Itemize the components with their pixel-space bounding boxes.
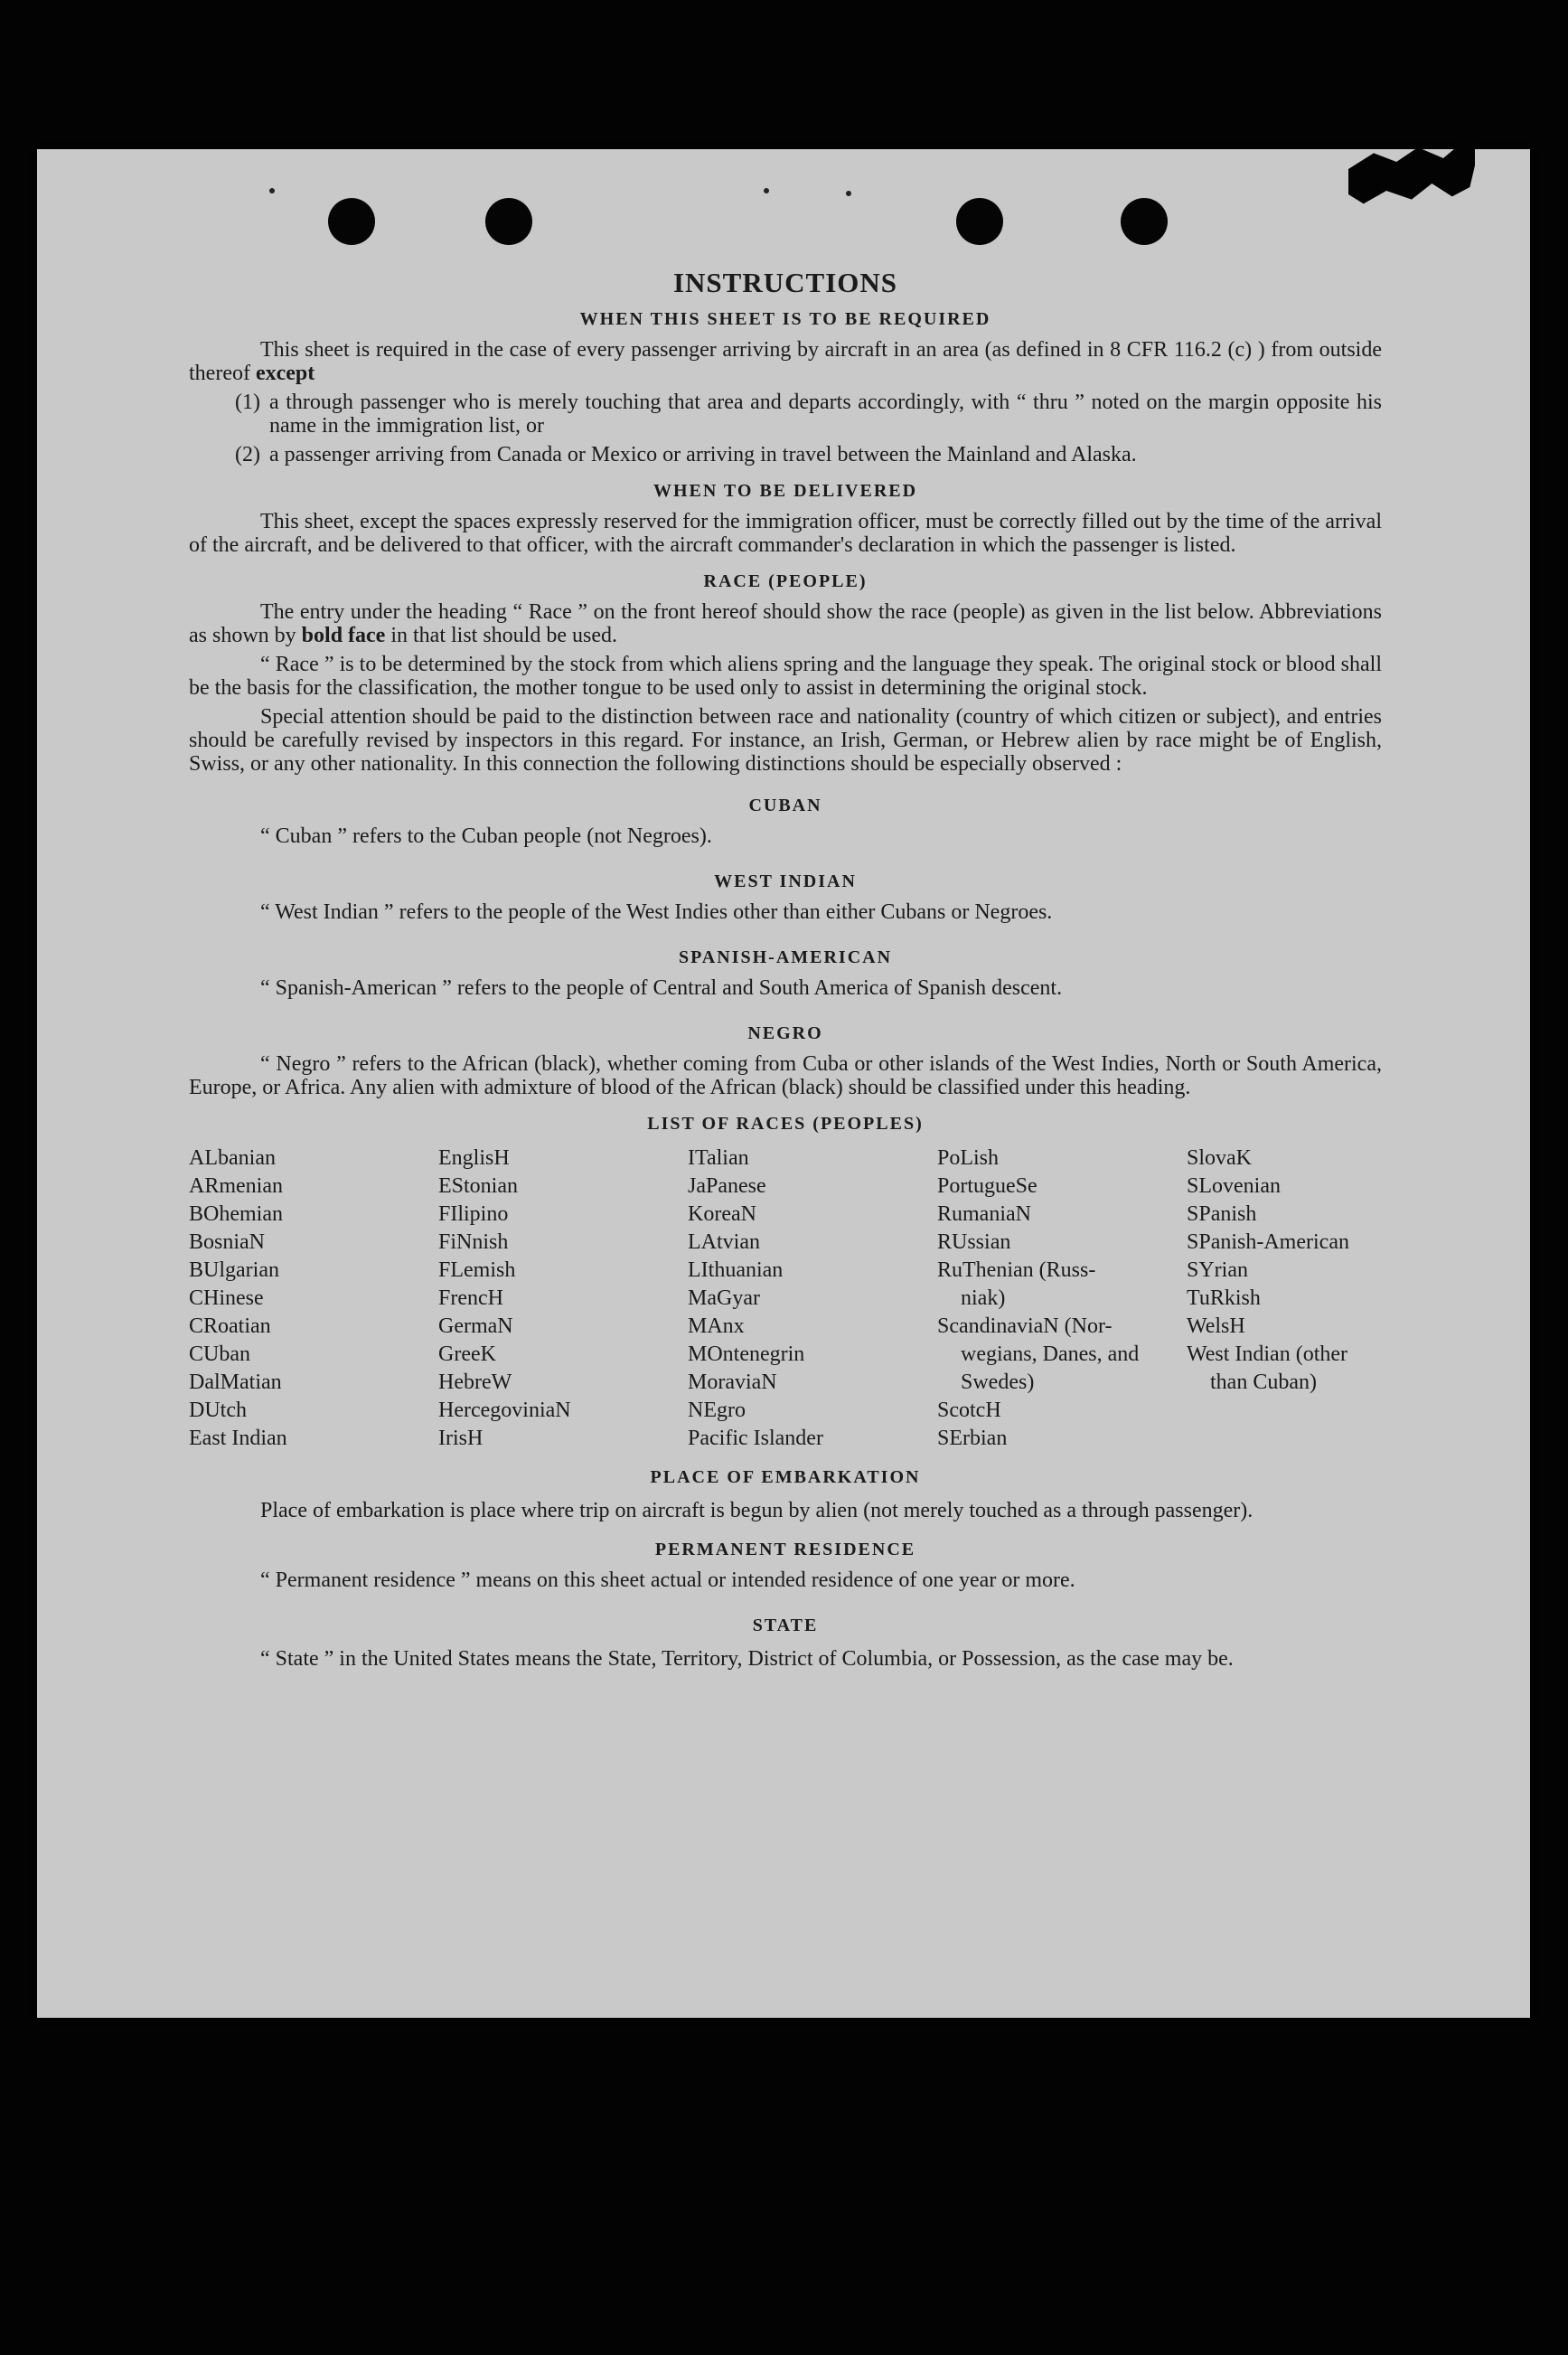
race-item: West Indian (other bbox=[1187, 1342, 1348, 1366]
page-title: INSTRUCTIONS bbox=[672, 267, 897, 298]
race-item: IrisH bbox=[438, 1427, 484, 1450]
race-item: RuThenian (Russ- bbox=[937, 1258, 1096, 1282]
item-1 bbox=[189, 391, 1382, 438]
race-item: EStonian bbox=[438, 1174, 518, 1198]
race-item: Pacific Islander bbox=[688, 1427, 823, 1450]
race-1-bold: bold face bbox=[301, 624, 386, 647]
race-item: BosniaN bbox=[189, 1230, 265, 1254]
speck bbox=[269, 188, 275, 193]
races-column-5 bbox=[1187, 1145, 1436, 1453]
race-item: FrencH bbox=[438, 1286, 503, 1310]
item-1-number: (1) bbox=[235, 391, 260, 414]
race-item: BUlgarian bbox=[189, 1258, 279, 1282]
paragraph-residence: “ Permanent residence ” means on this sheet actual or intended residence of one year or more. bbox=[260, 1568, 1075, 1592]
race-item: RUssian bbox=[937, 1230, 1011, 1254]
race-item: PoLish bbox=[937, 1146, 1000, 1170]
heading-state: STATE bbox=[752, 1616, 819, 1635]
punch-hole bbox=[1121, 198, 1168, 245]
race-item: East Indian bbox=[189, 1427, 287, 1450]
item-1-text: a through passenger who is merely touching that area and departs accordingly, with “ thru ” noted on the margin opposite his name in the immigration list, or bbox=[269, 391, 1382, 438]
race-item-continued: niak) bbox=[961, 1286, 1006, 1310]
race-item: MOntenegrin bbox=[688, 1342, 805, 1366]
heading-when-delivered: WHEN TO BE DELIVERED bbox=[653, 481, 918, 501]
race-item: SPanish bbox=[1187, 1202, 1257, 1226]
race-item: FiNnish bbox=[438, 1230, 509, 1254]
paragraph-race-1 bbox=[189, 600, 1382, 647]
required-except: except bbox=[255, 362, 315, 385]
heading-permanent-residence: PERMANENT RESIDENCE bbox=[654, 1540, 916, 1559]
races-column-1 bbox=[189, 1145, 438, 1453]
race-item: ALbanian bbox=[189, 1146, 276, 1170]
speck bbox=[846, 191, 851, 196]
race-item: LIthuanian bbox=[688, 1258, 784, 1282]
race-item: SLovenian bbox=[1187, 1174, 1281, 1198]
race-item: KoreaN bbox=[688, 1202, 756, 1226]
race-item: DUtch bbox=[189, 1399, 247, 1422]
paragraph-west-indian: “ West Indian ” refers to the people of the West Indies other than either Cubans or Negroes. bbox=[260, 900, 1053, 924]
race-item: RumaniaN bbox=[937, 1202, 1031, 1226]
heading-list-of-races: LIST OF RACES (PEOPLES) bbox=[647, 1114, 924, 1134]
race-item: ARmenian bbox=[189, 1174, 283, 1198]
heading-negro: NEGRO bbox=[747, 1023, 823, 1043]
race-item: FIlipino bbox=[438, 1202, 509, 1226]
race-item: TuRkish bbox=[1187, 1286, 1261, 1310]
heading-place-of-embarkation: PLACE OF EMBARKATION bbox=[650, 1467, 921, 1487]
races-column-4 bbox=[937, 1145, 1187, 1453]
race-item: HebreW bbox=[438, 1371, 512, 1394]
race-item: GreeK bbox=[438, 1342, 496, 1366]
race-item: PortugueSe bbox=[937, 1174, 1038, 1198]
race-item: CUban bbox=[189, 1342, 250, 1366]
race-item: MoraviaN bbox=[688, 1371, 777, 1394]
race-item: HercegoviniaN bbox=[438, 1399, 571, 1422]
race-item: CRoatian bbox=[189, 1314, 271, 1338]
paragraph-spanish-american: “ Spanish-American ” refers to the people of Central and South America of Spanish descent. bbox=[260, 976, 1063, 1000]
required-intro-text: This sheet is required in the case of every passenger arriving by aircraft in an area (as defined in 8 CFR 116.2 (c) ) from outside thereof bbox=[189, 338, 1382, 385]
item-2-number: (2) bbox=[235, 443, 260, 466]
paragraph-state: “ State ” in the United States means the State, Territory, District of Columbia, or Possession, as the case may be. bbox=[260, 1647, 1234, 1671]
race-item: GermaN bbox=[438, 1314, 513, 1338]
paragraph-cuban: “ Cuban ” refers to the Cuban people (not Negroes). bbox=[260, 824, 712, 848]
item-2 bbox=[189, 443, 1382, 466]
race-item: EnglisH bbox=[438, 1146, 510, 1170]
heading-race: RACE (PEOPLE) bbox=[703, 571, 868, 591]
instructions-content bbox=[189, 267, 1382, 1673]
paragraph-embarkation: Place of embarkation is place where trip on aircraft is begun by alien (not merely touched as a through passenger). bbox=[260, 1499, 1253, 1522]
race-item: SYrian bbox=[1187, 1258, 1248, 1282]
race-item: SPanish-American bbox=[1187, 1230, 1349, 1254]
punch-hole bbox=[956, 198, 1003, 245]
punch-hole bbox=[328, 198, 375, 245]
race-1-text-c: in that list should be used. bbox=[385, 624, 617, 647]
races-table bbox=[189, 1145, 1382, 1453]
paragraph-negro: “ Negro ” refers to the African (black), whether coming from Cuba or other islands of the West Indies, North or South America, Europe, or Africa. Any alien with admixture of blood of the African (black) should be classified under this heading. bbox=[189, 1052, 1382, 1099]
race-item: DalMatian bbox=[189, 1371, 282, 1394]
race-item: MaGyar bbox=[688, 1286, 760, 1310]
race-item: WelsH bbox=[1187, 1314, 1245, 1338]
heading-spanish-american: SPANISH-AMERICAN bbox=[678, 947, 893, 967]
races-column-3 bbox=[688, 1145, 937, 1453]
race-item: FLemish bbox=[438, 1258, 516, 1282]
race-item: SlovaK bbox=[1187, 1146, 1252, 1170]
heading-when-required: WHEN THIS SHEET IS TO BE REQUIRED bbox=[579, 309, 991, 329]
item-2-text: a passenger arriving from Canada or Mexico or arriving in travel between the Mainland and Alaska. bbox=[269, 443, 1137, 466]
race-item: SErbian bbox=[937, 1427, 1008, 1450]
race-item: JaPanese bbox=[688, 1174, 766, 1198]
paragraph-delivered: This sheet, except the spaces expressly reserved for the immigration officer, must be correctly filled out by the time of the arrival of the aircraft, and be delivered to that officer, with the aircraft commander's declaration in which the passenger is listed. bbox=[189, 510, 1382, 557]
punch-hole bbox=[485, 198, 532, 245]
races-column-2 bbox=[438, 1145, 688, 1453]
race-item-continued: than Cuban) bbox=[1210, 1371, 1317, 1394]
heading-west-indian: WEST INDIAN bbox=[714, 871, 857, 891]
speck bbox=[764, 188, 769, 193]
heading-cuban: CUBAN bbox=[748, 796, 822, 815]
race-item: NEgro bbox=[688, 1399, 746, 1422]
paragraph-race-3: Special attention should be paid to the distinction between race and nationality (country of which citizen or subject), and entries should be carefully revised by inspectors in this regard. For instance, an Irish, German, or Hebrew alien by race might be of English, Swiss, or any other nationality. In this connection the following distinctions should be especially observed : bbox=[189, 705, 1382, 776]
race-item: MAnx bbox=[688, 1314, 745, 1338]
paragraph-required-intro bbox=[189, 338, 1382, 385]
race-item: LAtvian bbox=[688, 1230, 760, 1254]
race-item-continued: wegians, Danes, and Swedes) bbox=[961, 1342, 1140, 1394]
race-item: ITalian bbox=[688, 1146, 749, 1170]
paragraph-race-2: “ Race ” is to be determined by the stock from which aliens spring and the language they speak. The original stock or blood shall be the basis for the classification, the mother tongue to be used only to assist in determining the original stock. bbox=[189, 653, 1382, 700]
race-item: ScandinaviaN (Nor- bbox=[937, 1314, 1113, 1338]
race-item: ScotcH bbox=[937, 1399, 1001, 1422]
race-1-text-a: The entry under the heading “ Race ” on the front hereof should show the race (people) as given in the list below. Abbreviations as shown by bbox=[189, 600, 1382, 647]
race-item: CHinese bbox=[189, 1286, 264, 1310]
race-item: BOhemian bbox=[189, 1202, 283, 1226]
